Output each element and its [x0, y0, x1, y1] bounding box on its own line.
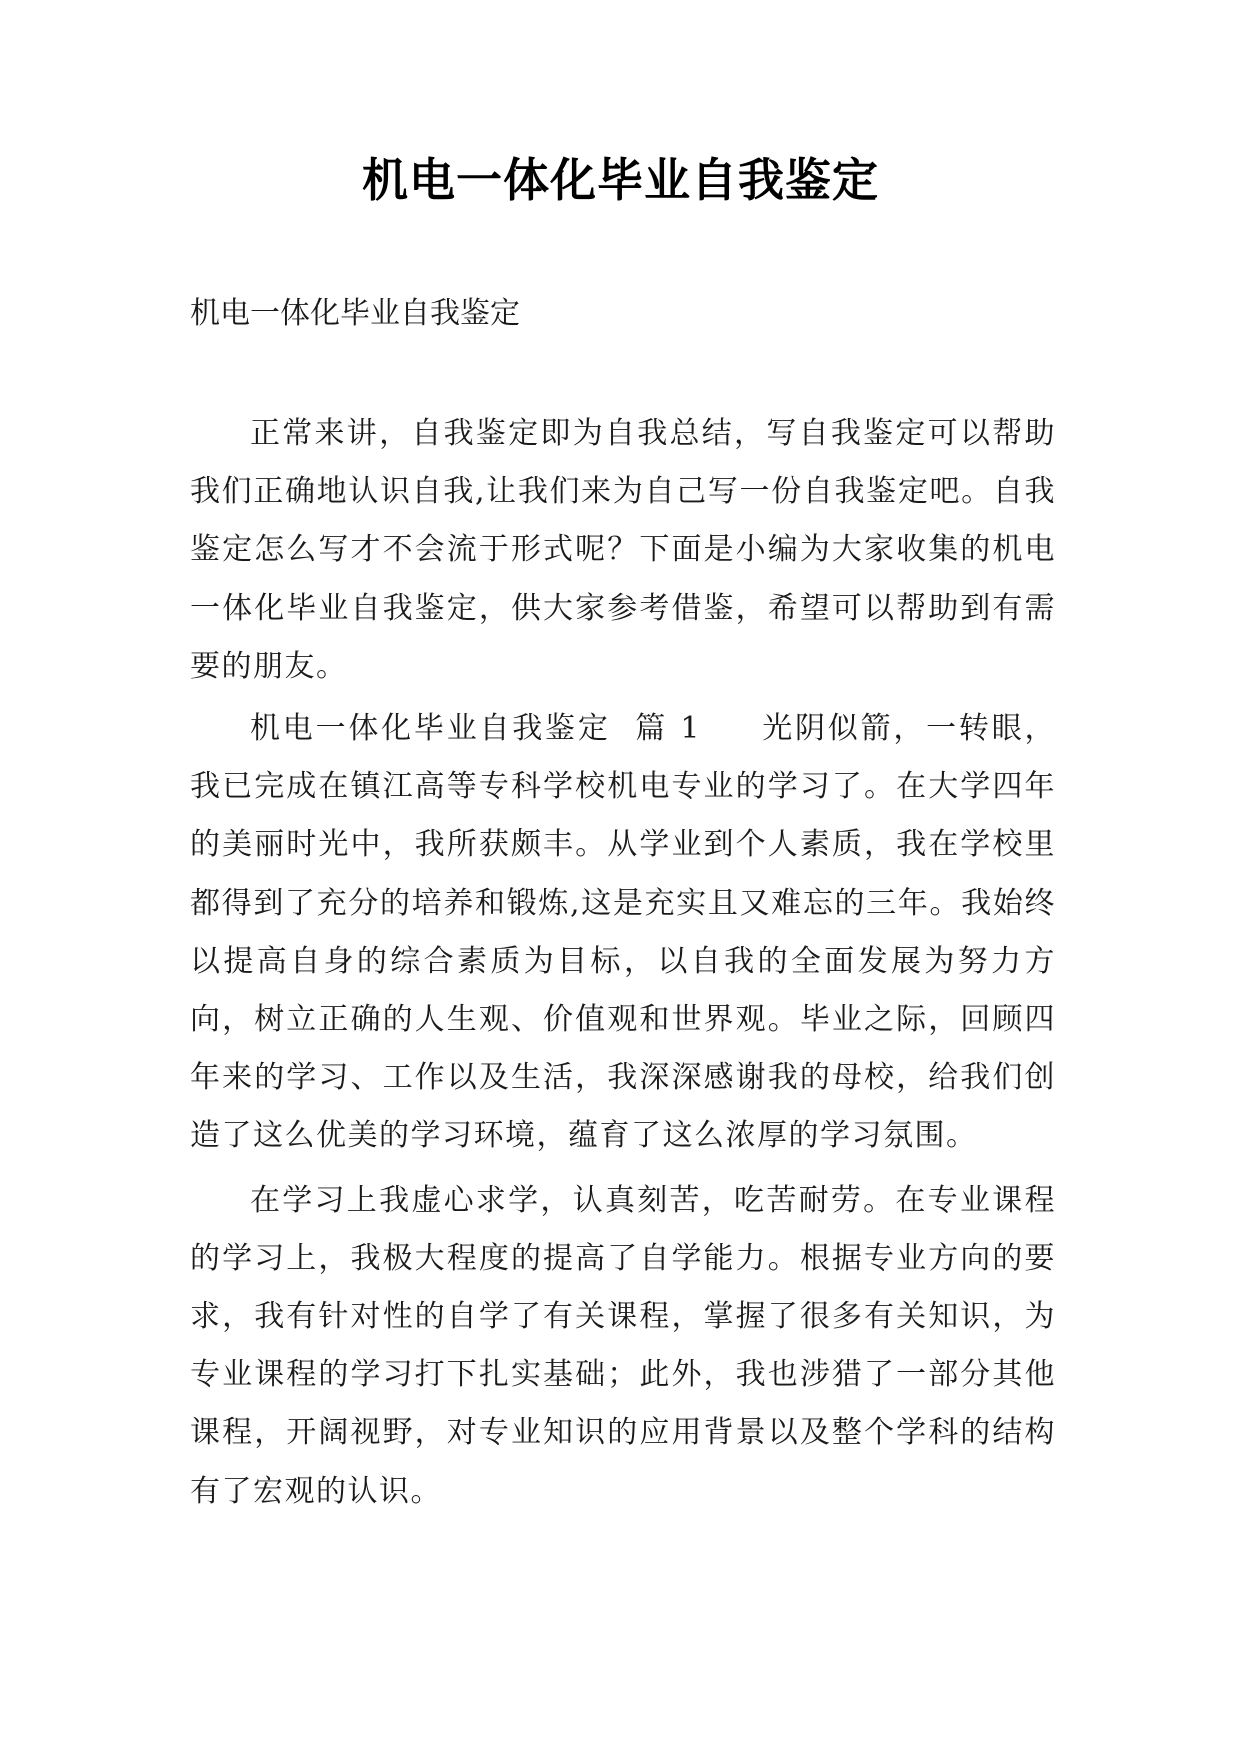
intro-paragraph: [190, 405, 1056, 696]
document-title: 机电一体化毕业自我鉴定: [362, 153, 879, 207]
study-paragraph-text: 在学习上我虚心求学，认真刻苦，吃苦耐劳。在专业课程的学习上，我极大程度的提高了自学能力。根据专业方向的要求，我有针对性的自学了有关课程，掌握了很多有关知识，为专业课程的学习打下扎实基础；此外，我也涉猎了一部分其他课程，开阔视野，对专业知识的应用背景以及整个学科的结构有了宏观的认识。: [190, 1182, 1056, 1509]
document-subtitle: 机电一体化毕业自我鉴定: [190, 296, 520, 331]
intro-paragraph-text: 正常来讲，自我鉴定即为自我总结，写自我鉴定可以帮助我们正确地认识自我,让我们来为自己写一份自我鉴定吧。自我鉴定怎么写才不会流于形式呢？下面是小编为大家收集的机电一体化毕业自我鉴定，供大家参考借鉴，希望可以帮助到有需要的朋友。: [190, 416, 1056, 684]
section-1-heading: 机电一体化毕业自我鉴定 篇 1: [250, 711, 701, 747]
section-1-paragraph: [190, 700, 1056, 1166]
study-paragraph: [190, 1172, 1056, 1521]
section-1-text: 光阴似箭，一转眼，我已完成在镇江高等专科学校机电专业的学习了。在大学四年的美丽时光中，我所获颇丰。从学业到个人素质，我在学校里都得到了充分的培养和锻炼,这是充实且又难忘的三年。我始终以提高自身的综合素质为目标，以自我的全面发展为努力方向，树立正确的人生观、价值观和世界观。毕业之际，回顾四年来的学习、工作以及生活，我深深感谢我的母校，给我们创造了这么优美的学习环境，蕴育了这么浓厚的学习氛围。: [190, 711, 1057, 1154]
document-body: [190, 405, 1056, 1521]
